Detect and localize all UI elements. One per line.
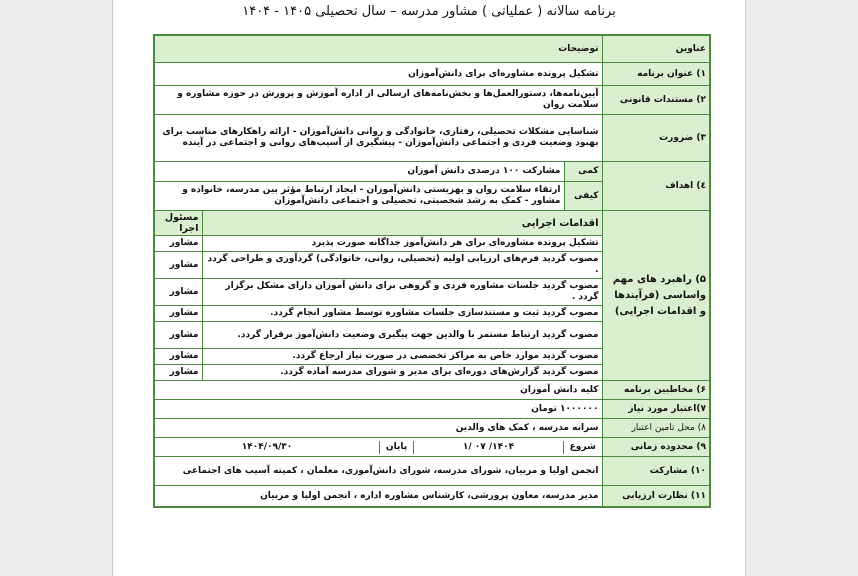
strategy-action: تشکیل پرونده مشاوره‌ای برای هر دانش‌آموز جداگانه صورت پذیرد bbox=[202, 236, 602, 252]
goals-quant-row bbox=[154, 162, 710, 182]
strategy-action: مصوب گردید فرم‌های ارزیابی اولیه (تحصیلی، روانی، خانوادگی) گردآوری و طراحی گردد . bbox=[202, 252, 602, 279]
start-label: شروع bbox=[564, 441, 602, 454]
start-date: ۱۴۰۴/ ۰۷ /۱ bbox=[414, 441, 564, 454]
strategy-action: مصوب گردید جلسات مشاوره فردی و گروهی برای دانش آموزان دارای مشکل برگزار گردد . bbox=[202, 279, 602, 306]
time-row bbox=[154, 438, 710, 457]
audience-label: ۶) مخاطبین برنامه bbox=[602, 381, 710, 400]
necessity-row bbox=[154, 115, 710, 162]
description-header: توضیحات bbox=[154, 35, 602, 63]
evaluation-label: ۱۱) نظارت ارزیابی bbox=[602, 486, 710, 508]
strategy-responsible: مشاور bbox=[154, 322, 202, 349]
program-title-label: ۱) عنوان برنامه bbox=[602, 63, 710, 86]
legal-row bbox=[154, 86, 710, 115]
necessity-value: شناسایی مشکلات تحصیلی، رفتاری، خانوادگی و روانی دانش‌آموزان - ارائه راهکارهای مناسب برای بهبود وضعیت فردی و اجتماعی دانش‌آموزان - پیشگیری از آسیب‌های روانی و اجتماعی در آینده bbox=[154, 115, 602, 162]
strategy-responsible: مشاور bbox=[154, 252, 202, 279]
funding-label: ۸) محل تامین اعتبار bbox=[602, 419, 710, 438]
budget-row bbox=[154, 400, 710, 419]
funding-value: سرانه مدرسه ، کمک های والدین bbox=[154, 419, 602, 438]
goals-qual-value: ارتقاء سلامت روان و بهزیستی دانش‌آموزان - ایجاد ارتباط مؤثر بین مدرسه، خانواده و مشاور - کمک به رشد شخصیتی، تحصیلی و اجتماعی دانش‌آموزان bbox=[154, 182, 564, 211]
evaluation-value: مدیر مدرسه، معاون پرورشی، کارشناس مشاوره اداره ، انجمن اولیا و مربیان bbox=[154, 486, 602, 508]
strategies-header-row bbox=[154, 211, 710, 236]
document-title: برنامه سالانه ( عملیاتی ) مشاور مدرسه – سال تحصیلی ۱۴۰۵ - ۱۴۰۴ bbox=[242, 4, 616, 19]
strategy-responsible: مشاور bbox=[154, 349, 202, 365]
strategy-responsible: مشاور bbox=[154, 365, 202, 381]
participation-label: ۱۰) مشارکت bbox=[602, 457, 710, 486]
titles-header: عناوین bbox=[602, 35, 710, 63]
goals-quant-value: مشارکت ۱۰۰ درصدی دانش آموزان bbox=[154, 162, 564, 182]
strategy-action: مصوب گردید ثبت و مستندسازی جلسات مشاوره توسط مشاور انجام گردد. bbox=[202, 306, 602, 322]
program-table bbox=[153, 34, 711, 508]
legal-label: ۲) مستندات قانونی bbox=[602, 86, 710, 115]
strategy-responsible: مشاور bbox=[154, 279, 202, 306]
participation-row bbox=[154, 457, 710, 486]
actions-header: اقدامات اجرایی bbox=[202, 211, 602, 236]
evaluation-row bbox=[154, 486, 710, 508]
end-date: ۱۴۰۴/۰۹/۳۰ bbox=[241, 441, 293, 452]
responsible-header: مسئول اجرا bbox=[154, 211, 202, 236]
funding-row bbox=[154, 419, 710, 438]
necessity-label: ۳) ضرورت bbox=[602, 115, 710, 162]
audience-row bbox=[154, 381, 710, 400]
program-title-value: تشکیل پرونده مشاوره‌ای برای دانش‌آموزان bbox=[154, 63, 602, 86]
strategy-responsible: مشاور bbox=[154, 236, 202, 252]
goals-quant-label: کمی bbox=[564, 162, 602, 182]
strategy-action: مصوب گردید موارد خاص به مراکز تخصصی در صورت نیاز ارجاع گردد. bbox=[202, 349, 602, 365]
strategies-label: ۵) راهبرد های مهم واساسی (فرآیندها و اقدامات اجرایی) bbox=[602, 211, 710, 381]
budget-value: ۱۰۰۰۰۰۰ تومان bbox=[154, 400, 602, 419]
strategy-responsible: مشاور bbox=[154, 306, 202, 322]
document-page bbox=[112, 0, 746, 576]
goals-qual-label: کیفی bbox=[564, 182, 602, 211]
time-label: ۹) محدوده زمانی bbox=[602, 438, 710, 457]
time-cell bbox=[154, 438, 602, 457]
strategy-action: مصوب گردید ارتباط مستمر با والدین جهت پیگیری وضعیت دانش‌آموز برقرار گردد. bbox=[202, 322, 602, 349]
program-table-frame bbox=[153, 34, 709, 566]
program-title-row bbox=[154, 63, 710, 86]
strategy-action: مصوب گردید گزارش‌های دوره‌ای برای مدیر و شورای مدرسه آماده گردد. bbox=[202, 365, 602, 381]
header-row bbox=[154, 35, 710, 63]
goals-label: ٤) اهداف bbox=[602, 162, 710, 211]
budget-label: ۷)اعتبار مورد نیاز bbox=[602, 400, 710, 419]
participation-value: انجمن اولیا و مربیان، شورای مدرسه، شورای دانش‌آموزی، معلمان ، کمیته آسیب های اجتماعی bbox=[154, 457, 602, 486]
legal-value: آیین‌نامه‌ها، دستورالعمل‌ها و بخش‌نامه‌های ارسالی از اداره آموزش و پرورش در حوزه مشاوره و سلامت روان bbox=[154, 86, 602, 115]
time-subtable bbox=[155, 441, 602, 454]
audience-value: کلیه دانش آموزان bbox=[154, 381, 602, 400]
end-label: پایان bbox=[380, 441, 414, 454]
